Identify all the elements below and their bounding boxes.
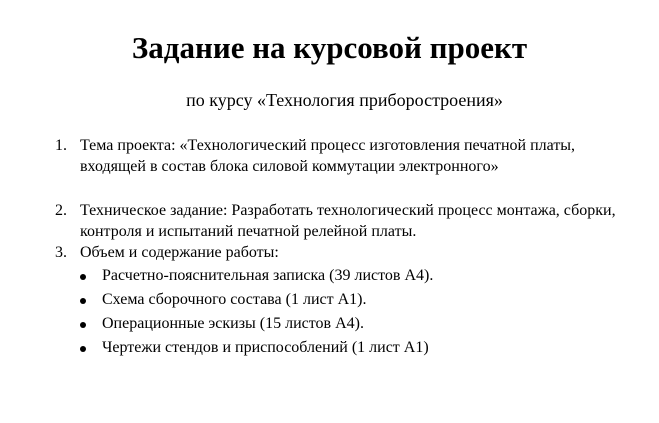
page-title: Задание на курсовой проект [131, 30, 528, 65]
bullet-text: Схема сборочного состава (1 лист А1). [102, 291, 367, 308]
list-number: 3. [55, 244, 67, 261]
bullet-icon [80, 346, 86, 352]
bullet-text: Расчетно-пояснительная записка (39 листов А4). [102, 267, 434, 284]
list-item-scope [55, 243, 635, 264]
list-number: 2. [55, 202, 67, 219]
list-item-technical-task [55, 201, 635, 242]
bullet-list [80, 264, 433, 360]
bullet-icon [80, 274, 86, 280]
list-item-text: Объем и содержание работы: [80, 244, 279, 261]
bullet-text: Операционные эскизы (15 листов А4). [102, 315, 364, 332]
list-number: 1. [55, 137, 67, 154]
list-item-text: Техническое задание: Разработать технологический процесс монтажа, сборки, контроля и испытаний печатной релейной платы. [80, 202, 616, 240]
bullet-item [80, 288, 433, 312]
bullet-item [80, 312, 433, 336]
list-item-text: Тема проекта: «Технологический процесс изготовления печатной платы, входящей в состав блока силовой коммутации электронного» [80, 137, 576, 175]
bullet-item [80, 264, 433, 288]
bullet-text: Чертежи стендов и приспособлений (1 лист А1) [102, 339, 429, 356]
list-item-topic [55, 136, 635, 177]
bullet-icon [80, 298, 86, 304]
bullet-icon [80, 322, 86, 328]
page-subtitle: по курсу «Технология приборостроения» [186, 90, 503, 110]
bullet-item [80, 336, 433, 360]
